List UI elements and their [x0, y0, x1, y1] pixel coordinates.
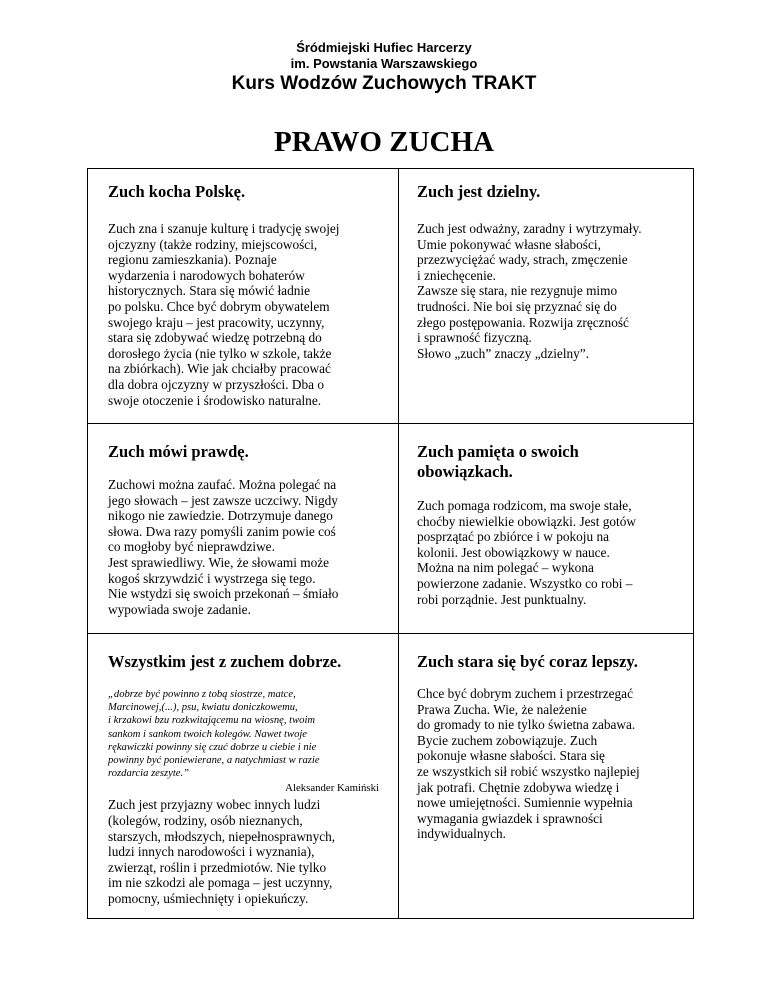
law-heading: Zuch pamięta o swoich obowiązkach. [417, 442, 579, 481]
law-cell-loves-poland [108, 182, 393, 408]
law-heading: Zuch kocha Polskę. [108, 182, 246, 201]
law-text: Zuch jest przyjazny wobec innych ludzi (kolegów, rodziny, osób nieznanych, starszych, młodszych, niepełnosprawnych, ludzi innych narodowości i wyznania), zwierząt, roślin i przedmiotów. Nie tylko im nie szkodzi ale pomaga – jest uczynny, pomocny, uśmiechnięty i opiekuńczy. [108, 797, 336, 906]
column-divider [398, 169, 399, 918]
law-text: Zuch jest odważny, zaradny i wytrzymały. Umie pokonywać własne słabości, przezwyciężać wady, strach, zmęczenie i zniechęcenie. Zawsze się stara, nie rezygnuje mimo trudności. Nie boi się przyznać się do złego postępowania. Rozwija zręczność i sprawność fizyczną. Słowo „zuch” znaczy „dzielny”. [417, 221, 642, 361]
law-quote: „dobrze być powinno z tobą siostrze, matce, Marcinowej,(...), psu, kwiatu doniczkowemu, i krzakowi bzu rozkwitającemu na wiosnę, twoim sankom i sankom twoich kolegów. Nawet twoje rękawiczki powinny się czuć dobrze u ciebie i nie powinny być poniewierane, a natychmiast w razie rozdarcia zeszyte.” [108, 689, 320, 780]
quote-author: Aleksander Kamiński [285, 782, 379, 795]
law-cell-brave [417, 182, 692, 361]
page-title: PRAWO ZUCHA [274, 126, 494, 158]
organization-subtitle: im. Powstania Warszawskiego [290, 56, 478, 71]
row-divider [88, 633, 693, 634]
law-cell-tells-truth [108, 442, 393, 617]
law-cell-remembers-duties [417, 442, 692, 607]
law-heading: Zuch jest dzielny. [417, 182, 541, 201]
law-text: Zuch zna i szanuje kulturę i tradycję swojej ojczyzny (także rodziny, miejscowości, regionu zamieszkania). Poznaje wydarzenia i narodowych bohaterów historycznych. Stara się mówić ładnie po polsku. Chce być dobrym obywatelem swojego kraju – jest pracowity, uczynny, stara się zdobywać wiedzę potrzebną do dorosłego życia (nie tylko w szkole, także na zbiórkach). Wie jak chciałby pracować dla dobra ojczyzny w przyszłości. Dba o swoje otoczenie i środowisko naturalne. [108, 221, 340, 408]
organization-name: Śródmiejski Hufiec Harcerzy [296, 40, 472, 55]
law-text: Chce być dobrym zuchem i przestrzegać Prawa Zucha. Wie, że należenie do gromady to nie tylko świetna zabawa. Bycie zuchem zobowiązuje. Zuch pokonuje własne słabości. Stara się ze wszystkich sił robić wszystko najlepiej jak potrafi. Chętnie zdobywa wiedzę i nowe umiejętności. Sumiennie wypełnia wymagania gwiazdek i sprawności indywidualnych. [417, 686, 640, 842]
law-text: Zuchowi można zaufać. Można polegać na jego słowach – jest zawsze uczciwy. Nigdy nikogo nie zawiedzie. Dotrzymuje danego słowa. Dwa razy pomyśli zanim powie coś co mogłoby być nieprawdziwe. Jest sprawiedliwy. Wie, że słowami może kogoś skrzywdzić i wystrzega się tego. Nie wstydzi się swoich przekonań – śmiało wypowiada swoje zadanie. [108, 477, 339, 617]
law-text: Zuch pomaga rodzicom, ma swoje stałe, choćby niewielkie obowiązki. Jest gotów posprzątać po zbiórce i w pokoju na kolonii. Jest obowiązkowy w nauce. Można na nim polegać – wykona powierzone zadanie. Wszystko co robi – robi porządnie. Jest punktualny. [417, 498, 636, 607]
law-heading: Zuch mówi prawdę. [108, 442, 249, 461]
course-name: Kurs Wodzów Zuchowych TRAKT [231, 73, 537, 94]
law-cell-everyone-good [108, 652, 393, 907]
law-cell-tries-better [417, 652, 692, 842]
law-heading: Wszystkim jest z zuchem dobrze. [108, 652, 342, 671]
law-heading: Zuch stara się być coraz lepszy. [417, 652, 638, 671]
law-table [87, 168, 694, 919]
row-divider [88, 423, 693, 424]
